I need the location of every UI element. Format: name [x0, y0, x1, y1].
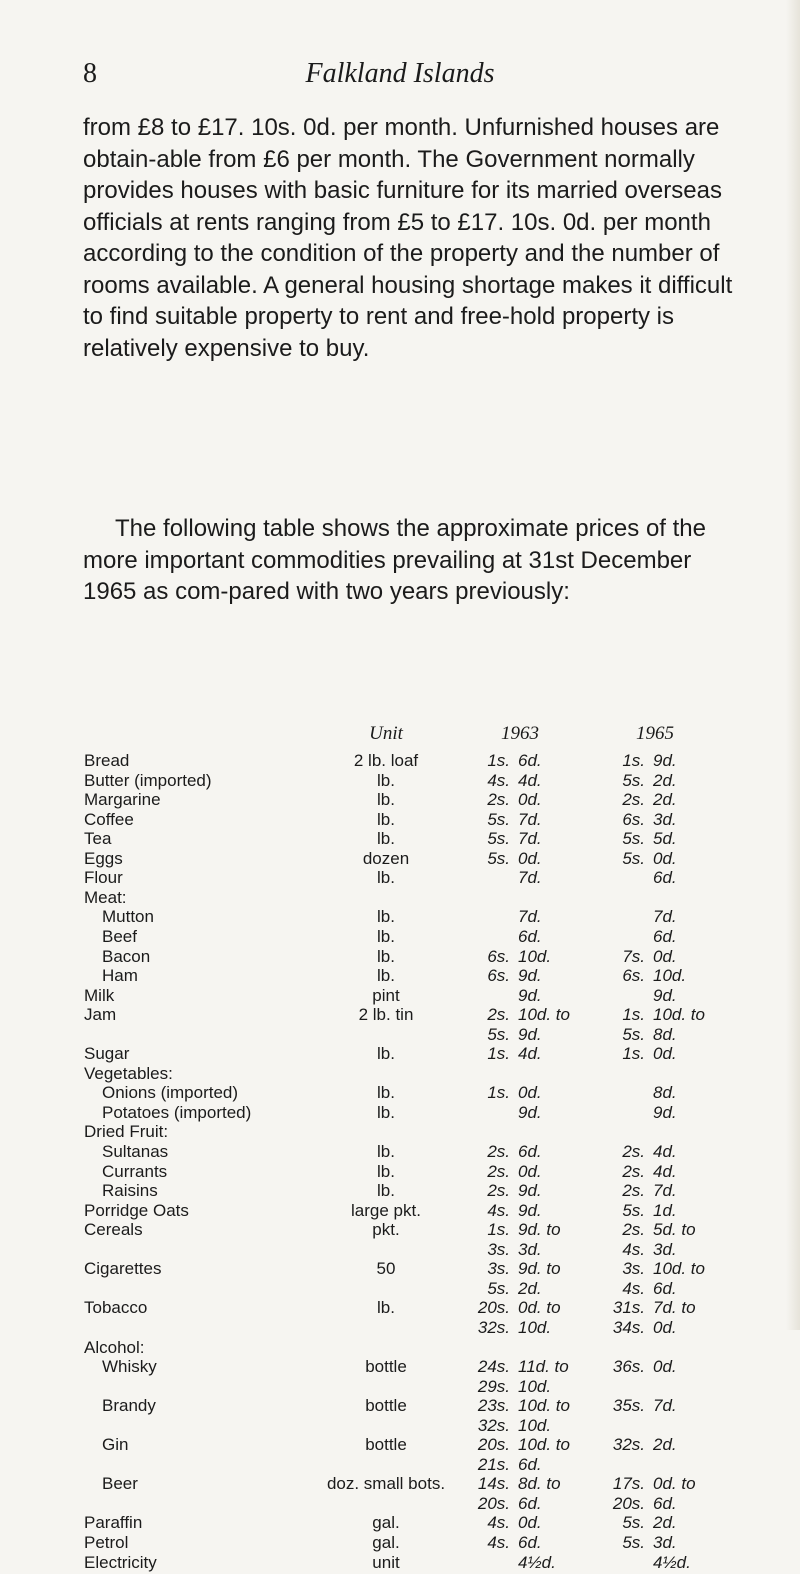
price-1965-pence: 0d. [653, 1357, 677, 1377]
unit-cell: lb. [377, 1161, 395, 1181]
unit-cell: gal. [372, 1533, 400, 1552]
price-1965-shillings: 1s. [622, 751, 645, 770]
price-1963-shillings: 1s. [487, 1083, 510, 1103]
commodity-label: Beef [102, 926, 137, 946]
price-1965-pence: 3d. [653, 809, 677, 829]
price-1965-shillings: 1s. [622, 1044, 645, 1064]
commodity-label: Flour [84, 868, 123, 888]
commodity-label: Cigarettes [84, 1259, 162, 1279]
commodity-label: Whisky [102, 1357, 157, 1377]
price-1965-shillings: 7s. [622, 946, 645, 966]
unit-cell: 2 lb. loaf [353, 751, 419, 770]
unit-cell: large pkt. [351, 1200, 421, 1220]
price-1963-pence: 6d. [518, 1493, 542, 1513]
price-1965-shillings: 5s. [622, 1200, 645, 1220]
unit-cell: lb. [377, 1181, 395, 1201]
price-1965-shillings: 2s. [622, 1142, 645, 1161]
page-number: 8 [83, 58, 97, 89]
price-1965-pence: 9d. [653, 1102, 677, 1122]
unit-cell: lb. [377, 1083, 395, 1103]
price-1963-pence: 10d. to [518, 1005, 570, 1025]
commodity-label: Meat: [84, 887, 127, 907]
price-1965-pence: 7d. [653, 1396, 677, 1416]
price-1965-shillings: 34s. [612, 1317, 645, 1337]
unit-cell: lb. [377, 1298, 395, 1318]
price-1963-pence: 10d. to [518, 1435, 570, 1455]
price-1965-pence: 4½d. [653, 1552, 691, 1572]
unit-cell: lb. [377, 1102, 395, 1122]
price-1965-shillings: 4s. [622, 1278, 645, 1298]
price-1965-shillings: 2s. [622, 1220, 645, 1240]
price-1963-pence: 6d. [518, 1533, 542, 1552]
unit-cell: lb. [377, 868, 395, 888]
price-1965-pence: 0d. [653, 1044, 677, 1064]
price-1965-shillings: 31s. [612, 1298, 645, 1318]
unit-cell: bottle [365, 1396, 407, 1416]
price-1965-pence: 9d. [653, 751, 677, 770]
price-1965-shillings: 5s. [622, 829, 645, 849]
price-1963-pence: 4d. [518, 1044, 542, 1064]
unit-cell: 2 lb. tin [358, 1005, 414, 1025]
price-1963-pence: 9d. [518, 1024, 542, 1044]
commodity-label: Ham [102, 966, 138, 986]
unit-cell: lb. [377, 790, 395, 810]
price-1963-shillings: 1s. [487, 1044, 510, 1064]
price-1965-pence: 10d. [653, 966, 687, 986]
unit-cell: bottle [365, 1357, 407, 1377]
year-1963-column-header: 1963 [501, 723, 539, 744]
commodity-label: Mutton [102, 907, 154, 927]
price-1963-pence: 7d. [518, 829, 542, 849]
price-1963-pence: 9d. to [518, 1259, 561, 1279]
price-1963-pence: 6d. [518, 751, 542, 770]
price-1963-shillings: 24s. [477, 1357, 510, 1377]
unit-cell: lb. [377, 907, 395, 927]
commodity-label: Porridge Oats [84, 1200, 189, 1220]
price-1965-pence: 4d. [653, 1142, 677, 1161]
price-1963-pence: 9d. to [518, 1220, 561, 1240]
price-1963-pence: 10d. [518, 1317, 552, 1337]
price-1965-shillings: 1s. [622, 1005, 645, 1025]
price-1963-shillings: 4s. [487, 1200, 510, 1220]
commodity-label: Electricity [84, 1552, 157, 1572]
price-1965-pence: 2d. [653, 1513, 677, 1533]
price-1965-pence: 0d. to [653, 1474, 696, 1494]
price-1963-shillings: 1s. [487, 751, 510, 770]
price-1963-shillings: 4s. [487, 1533, 510, 1552]
price-1963-pence: 0d. [518, 1513, 542, 1533]
unit-cell: dozen [362, 848, 410, 868]
price-1965-shillings: 5s. [622, 1513, 645, 1533]
price-1965-shillings: 2s. [622, 1161, 645, 1181]
price-1965-pence: 9d. [653, 985, 677, 1005]
price-1963-shillings: 2s. [487, 1142, 510, 1161]
price-1963-pence: 9d. [518, 1181, 542, 1201]
price-1963-pence: 4d. [518, 770, 542, 790]
price-1965-pence: 10d. to [653, 1005, 705, 1025]
price-1965-pence: 8d. [653, 1024, 677, 1044]
price-1963-pence: 8d. to [518, 1474, 561, 1494]
price-1963-shillings: 2s. [487, 1181, 510, 1201]
price-1963-shillings: 5s. [487, 809, 510, 829]
unit-cell: doz. small bots. [326, 1474, 446, 1494]
price-1963-pence: 7d. [518, 868, 542, 888]
price-1963-shillings: 14s. [477, 1474, 510, 1494]
price-1963-shillings: 23s. [477, 1396, 510, 1416]
price-1965-shillings: 6s. [622, 966, 645, 986]
commodity-label: Sultanas [102, 1142, 169, 1161]
price-1963-shillings: 6s. [487, 946, 510, 966]
price-1965-pence: 6d. [653, 868, 677, 888]
unit-cell: lb. [377, 1044, 395, 1064]
price-1963-shillings: 5s. [487, 1024, 510, 1044]
year-1965-column-header: 1965 [636, 723, 674, 744]
price-1963-shillings: 21s. [477, 1454, 510, 1474]
price-1963-shillings: 3s. [487, 1259, 510, 1279]
price-1965-pence: 0d. [653, 848, 677, 868]
price-1965-shillings: 20s. [612, 1493, 645, 1513]
price-1965-shillings: 5s. [622, 1533, 645, 1552]
price-1963-shillings: 4s. [487, 770, 510, 790]
price-1965-shillings: 5s. [622, 770, 645, 790]
unit-cell: lb. [377, 770, 395, 790]
price-1965-shillings: 32s. [612, 1435, 645, 1455]
unit-cell: pkt. [372, 1220, 400, 1240]
price-1963-shillings: 2s. [487, 1161, 510, 1181]
price-1963-shillings: 29s. [477, 1376, 510, 1396]
unit-cell: bottle [365, 1435, 407, 1455]
price-1965-shillings: 3s. [622, 1259, 645, 1279]
price-1963-pence: 0d. to [518, 1298, 561, 1318]
commodity-label: Alcohol: [84, 1337, 145, 1357]
price-1965-shillings: 2s. [622, 790, 645, 810]
price-1965-pence: 1d. [653, 1200, 677, 1220]
unit-cell: lb. [377, 829, 395, 849]
commodity-label: Gin [102, 1435, 129, 1455]
commodity-label: Tea [84, 829, 112, 849]
price-1965-pence: 4d. [653, 1161, 677, 1181]
price-1963-pence: 7d. [518, 907, 542, 927]
price-1963-pence: 0d. [518, 790, 542, 810]
commodity-label: Bacon [102, 946, 151, 966]
price-1963-pence: 9d. [518, 1200, 542, 1220]
price-1963-pence: 6d. [518, 1454, 542, 1474]
price-1963-shillings: 32s. [477, 1415, 510, 1435]
commodity-label: Jam [84, 1005, 117, 1025]
price-1965-shillings: 4s. [622, 1239, 645, 1259]
unit-cell: lb. [377, 809, 395, 829]
unit-cell: lb. [377, 966, 395, 986]
price-1965-pence: 3d. [653, 1239, 677, 1259]
price-1965-pence: 7d. [653, 907, 677, 927]
price-1963-pence: 10d. [518, 946, 552, 966]
price-1965-pence: 3d. [653, 1533, 677, 1552]
price-1963-shillings: 2s. [487, 1005, 510, 1025]
price-1963-shillings: 5s. [487, 829, 510, 849]
price-1963-pence: 0d. [518, 848, 542, 868]
commodity-label: Raisins [102, 1181, 158, 1201]
price-1965-pence: 0d. [653, 1317, 677, 1337]
price-1965-shillings: 6s. [622, 809, 645, 829]
price-1965-shillings: 5s. [622, 1024, 645, 1044]
commodity-label: Beer [102, 1474, 138, 1494]
price-1963-pence: 9d. [518, 985, 542, 1005]
unit-cell: lb. [377, 1142, 395, 1161]
price-1965-shillings: 17s. [612, 1474, 645, 1494]
price-1963-pence: 0d. [518, 1083, 542, 1103]
price-1963-shillings: 2s. [487, 790, 510, 810]
commodity-label: Cereals [84, 1220, 143, 1240]
price-1965-pence: 2d. [653, 1435, 677, 1455]
commodity-label: Potatoes (imported) [102, 1102, 252, 1122]
price-1965-shillings: 5s. [622, 848, 645, 868]
price-1963-pence: 7d. [518, 809, 542, 829]
price-1963-pence: 6d. [518, 926, 542, 946]
commodity-label: Onions (imported) [102, 1083, 239, 1103]
commodity-label: Coffee [84, 809, 134, 829]
commodity-label: Petrol [84, 1533, 129, 1552]
unit-column-header: Unit [369, 723, 403, 744]
price-1963-pence: 3d. [518, 1239, 542, 1259]
unit-cell: gal. [372, 1513, 400, 1533]
commodity-label: Currants [102, 1161, 168, 1181]
price-1963-pence: 9d. [518, 966, 542, 986]
commodity-label: Bread [84, 751, 130, 770]
commodity-label: Eggs [84, 848, 123, 868]
price-1963-shillings: 20s. [477, 1493, 510, 1513]
price-1963-pence: 4½d. [518, 1552, 556, 1572]
price-1965-pence: 2d. [653, 770, 677, 790]
commodity-label: Dried Fruit: [84, 1122, 169, 1142]
commodity-label: Paraffin [84, 1513, 143, 1533]
commodity-label: Sugar [84, 1044, 130, 1064]
price-1963-pence: 11d. to [518, 1357, 569, 1377]
table-row [0, 1552, 800, 1574]
price-1965-pence: 8d. [653, 1083, 677, 1103]
price-1965-pence: 6d. [653, 1278, 677, 1298]
price-1965-pence: 0d. [653, 946, 677, 966]
price-1963-shillings: 3s. [487, 1239, 510, 1259]
price-1963-shillings: 20s. [477, 1435, 510, 1455]
price-1963-pence: 2d. [518, 1278, 542, 1298]
running-title: Falkland Islands [305, 58, 495, 89]
price-1965-pence: 2d. [653, 790, 677, 810]
commodity-label: Butter (imported) [84, 770, 212, 790]
price-1965-pence: 5d. [653, 829, 677, 849]
price-1965-shillings: 35s. [612, 1396, 645, 1416]
price-1965-pence: 7d. to [653, 1298, 696, 1318]
price-1963-shillings: 4s. [487, 1513, 510, 1533]
price-1963-pence: 10d. [518, 1376, 552, 1396]
price-1965-pence: 5d. to [653, 1220, 696, 1240]
commodity-label: Vegetables: [84, 1063, 173, 1083]
unit-cell: unit [372, 1552, 400, 1572]
price-1965-pence: 7d. [653, 1181, 677, 1201]
commodity-label: Brandy [102, 1396, 156, 1416]
price-1965-pence: 10d. to [653, 1259, 705, 1279]
unit-cell: 50 [376, 1259, 396, 1279]
unit-cell: pint [372, 985, 400, 1005]
commodity-label: Margarine [84, 790, 161, 810]
price-1963-shillings: 32s. [477, 1317, 510, 1337]
price-1965-shillings: 2s. [622, 1181, 645, 1201]
price-1963-shillings: 1s. [487, 1220, 510, 1240]
price-1963-pence: 6d. [518, 1142, 542, 1161]
price-1963-shillings: 5s. [487, 848, 510, 868]
price-1965-pence: 6d. [653, 1493, 677, 1513]
price-1963-pence: 10d. to [518, 1396, 570, 1416]
price-1963-pence: 10d. [518, 1415, 552, 1435]
price-1963-pence: 0d. [518, 1161, 542, 1181]
price-1963-shillings: 5s. [487, 1278, 510, 1298]
price-1963-shillings: 20s. [477, 1298, 510, 1318]
table-intro-paragraph: The following table shows the approximate prices of the more important commodities prevailing at 31st December 1965 as com-pared with two years previously: [83, 515, 706, 605]
housing-paragraph: from £8 to £17. 10s. 0d. per month. Unfurnished houses are obtain-able from £6 per month. The Government normally provides houses with basic furniture for its married overseas officials at rents ranging from £5 to £17. 10s. 0d. per month according to the condition of the property and the number of rooms available. A general housing shortage makes it difficult to find suitable property to rent and free-hold property is relatively expensive to buy. [83, 114, 733, 362]
price-1963-shillings: 6s. [487, 966, 510, 986]
unit-cell: lb. [377, 946, 395, 966]
unit-cell: lb. [377, 926, 395, 946]
table-header-row [0, 723, 800, 745]
commodity-label: Tobacco [84, 1298, 148, 1318]
price-1963-pence: 9d. [518, 1102, 542, 1122]
price-1965-shillings: 36s. [612, 1357, 645, 1377]
commodity-label: Milk [84, 985, 115, 1005]
price-1965-pence: 6d. [653, 926, 677, 946]
